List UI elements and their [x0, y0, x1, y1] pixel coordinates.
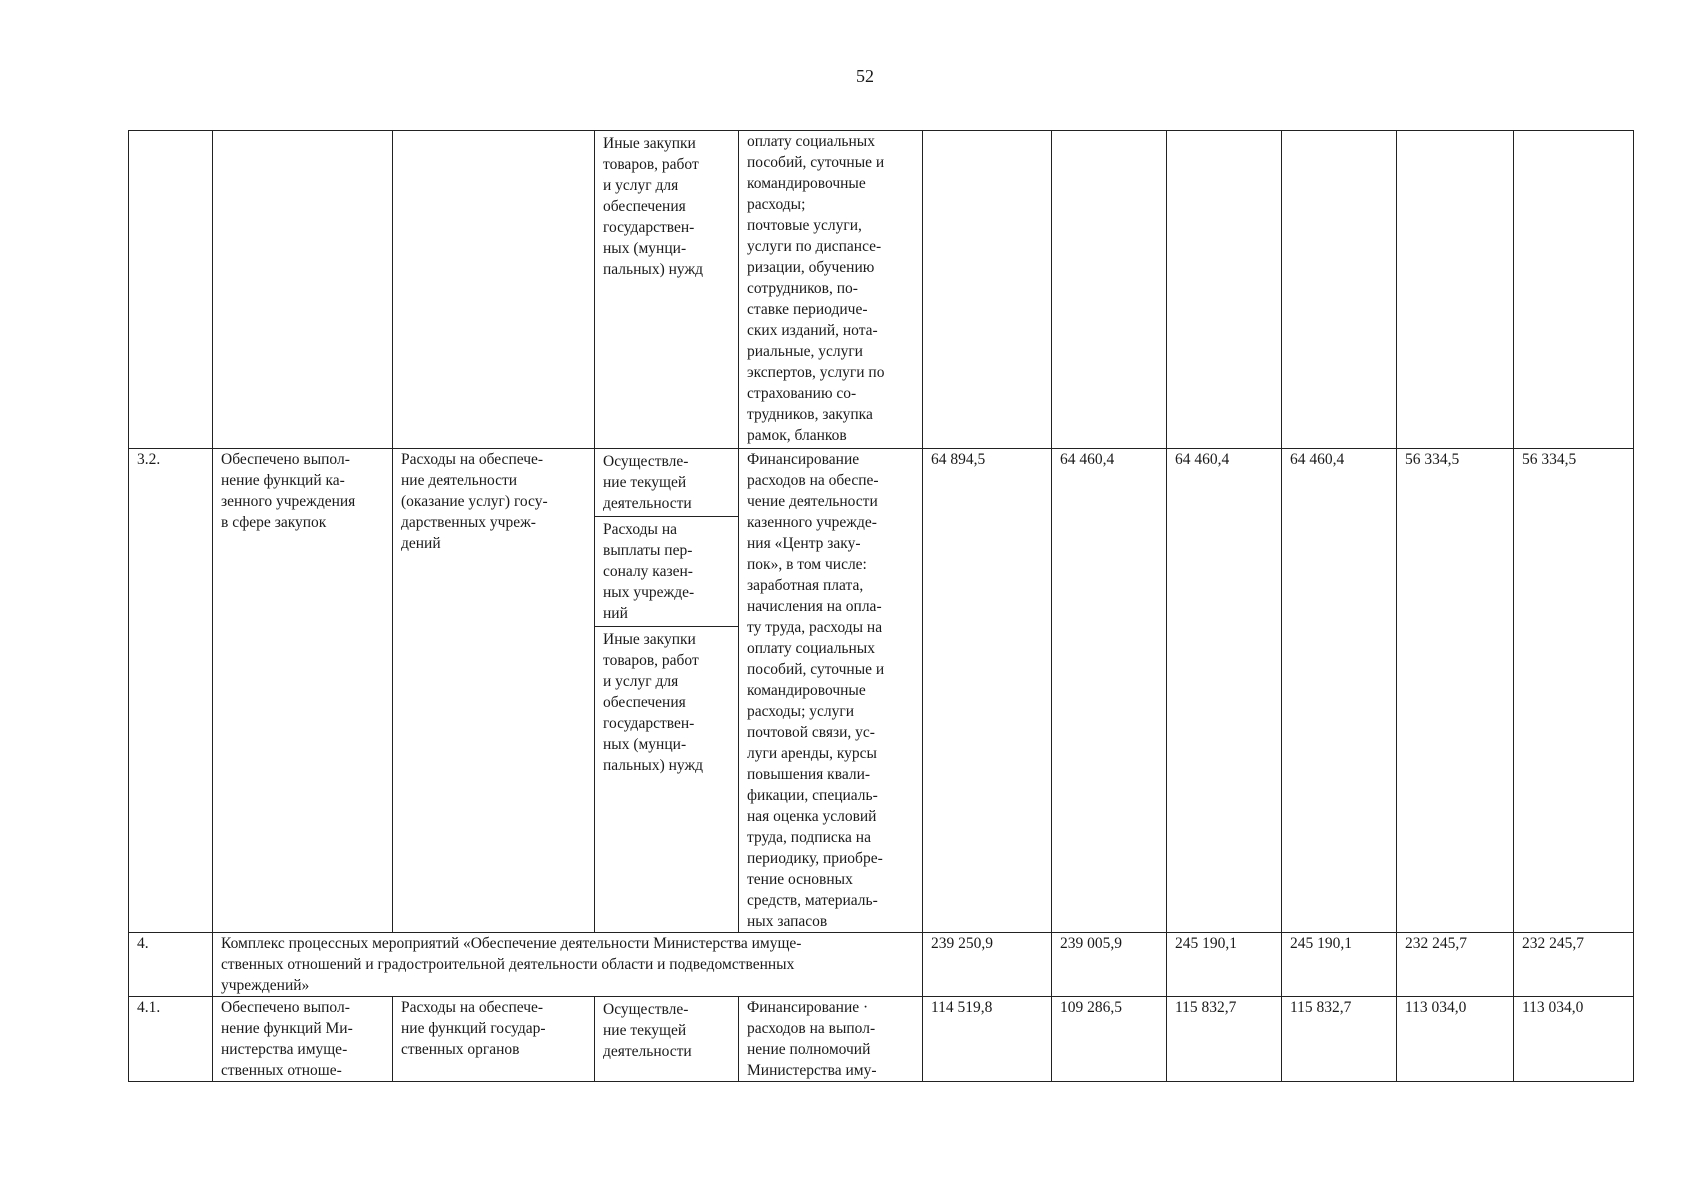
row-number-cell: 4.	[129, 933, 213, 997]
spend-kind-cell	[595, 131, 739, 449]
value-cell: 115 832,7	[1167, 997, 1282, 1082]
table-row	[129, 449, 1634, 933]
value-cell: 114 519,8	[923, 997, 1052, 1082]
budget-table	[128, 130, 1634, 1082]
description-cell: Финансирование · расходов на выпол- нение полномочий Министерства иму-	[739, 997, 923, 1082]
value-cell: 113 034,0	[1397, 997, 1514, 1082]
value-cell	[923, 131, 1052, 449]
page-number: 52	[856, 66, 874, 86]
value-cell: 64 460,4	[1282, 449, 1397, 933]
value-cell: 64 460,4	[1167, 449, 1282, 933]
value-cell: 232 245,7	[1514, 933, 1634, 997]
value-cell: 64 894,5	[923, 449, 1052, 933]
spend-kind: Иные закупки товаров, работ и услуг для обеспечения государствен- ных (мунци- пальных) нужд	[603, 135, 704, 278]
spend-kind: Расходы на выплаты пер- соналу казен- ных учрежде- ний	[595, 516, 738, 626]
table-row	[129, 131, 1634, 449]
value-cell	[1397, 131, 1514, 449]
description-cell: Финансирование расходов на обеспе- чение деятельности казенного учрежде- ния «Центр заку- пок», в том числе: заработная плата, начисления на опла- ту труда, расходы на оплату социальных пособий, суточные и командировочные расходы; услуги почтовой связи, ус- луги аренды, курсы повышения квали- фикации, специаль- ная оценка условий труда, подписка на периодику, приобре- тение основных средств, материаль- ных запасов	[739, 449, 923, 933]
value-cell: 56 334,5	[1514, 449, 1634, 933]
value-cell: 109 286,5	[1052, 997, 1167, 1082]
complex-title-cell: Комплекс процессных мероприятий «Обеспечение деятельности Министерства имуще- ственных отношений и градостроительной деятельности области и подведомственных учреждений»	[213, 933, 923, 997]
result-cell: Обеспечено выпол- нение функций Ми- нистерства имуще- ственных отноше-	[213, 997, 393, 1082]
value-cell: 232 245,7	[1397, 933, 1514, 997]
expense-cell: Расходы на обеспече- ние деятельности (оказание услуг) госу- дарственных учреж- дений	[393, 449, 595, 933]
result-cell	[213, 131, 393, 449]
expense-cell: Расходы на обеспече- ние функций государ- ственных органов	[393, 997, 595, 1082]
spend-kind-cell	[595, 449, 739, 933]
value-cell	[1282, 131, 1397, 449]
value-cell: 239 005,9	[1052, 933, 1167, 997]
expense-cell	[393, 131, 595, 449]
spend-kind: Осуществле- ние текущей деятельности	[603, 453, 692, 512]
description-cell: оплату социальных пособий, суточные и командировочные расходы; почтовые услуги, услуги по диспансе- ризации, обучению сотрудников, по- ставке периодиче- ских изданий, нота- риальные, услуги экспертов, услуги по страхованию со- трудников, закупка рамок, бланков	[739, 131, 923, 449]
value-cell: 113 034,0	[1514, 997, 1634, 1082]
spend-kind: Иные закупки товаров, работ и услуг для обеспечения государствен- ных (мунци- пальных) нужд	[595, 626, 738, 778]
value-cell	[1052, 131, 1167, 449]
row-number-cell: 4.1.	[129, 997, 213, 1082]
value-cell: 245 190,1	[1167, 933, 1282, 997]
value-cell: 245 190,1	[1282, 933, 1397, 997]
row-number-cell	[129, 131, 213, 449]
value-cell: 239 250,9	[923, 933, 1052, 997]
table-row	[129, 997, 1634, 1082]
value-cell: 115 832,7	[1282, 997, 1397, 1082]
value-cell: 64 460,4	[1052, 449, 1167, 933]
value-cell: 56 334,5	[1397, 449, 1514, 933]
row-number-cell: 3.2.	[129, 449, 213, 933]
value-cell	[1167, 131, 1282, 449]
spend-kind: Осуществле- ние текущей деятельности	[603, 1001, 692, 1060]
table-row	[129, 933, 1634, 997]
result-cell: Обеспечено выпол- нение функций ка- зенного учреждения в сфере закупок	[213, 449, 393, 933]
value-cell	[1514, 131, 1634, 449]
spend-kind-cell	[595, 997, 739, 1082]
